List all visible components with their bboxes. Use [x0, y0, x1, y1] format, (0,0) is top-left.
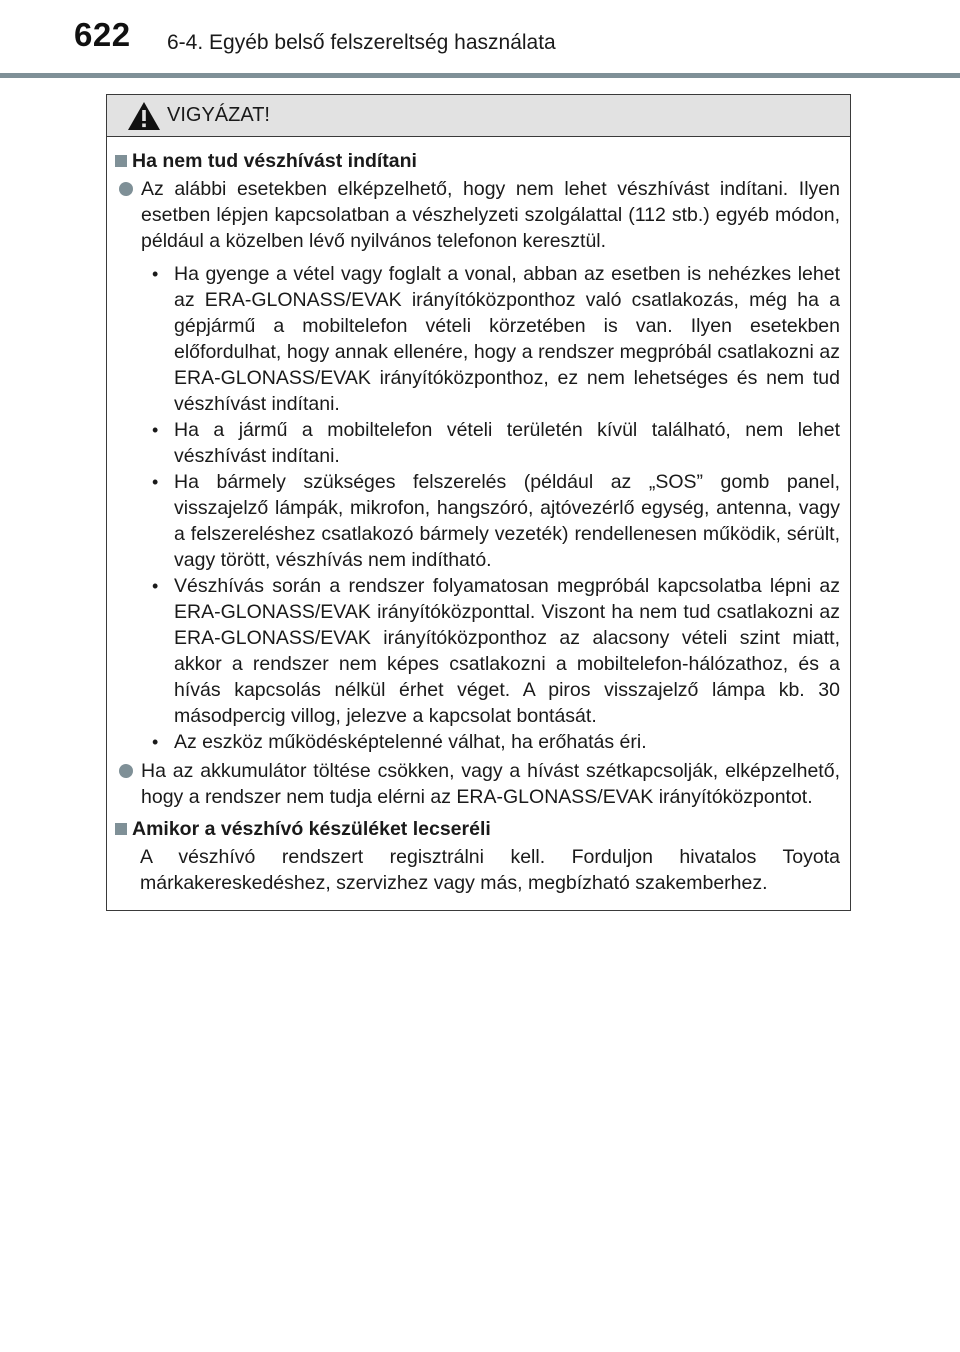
warning-box — [106, 94, 851, 911]
warning-header — [107, 95, 850, 137]
sub-list — [152, 261, 840, 755]
sub-list-item-text: Ha gyenge a vétel vagy foglalt a vonal, abban az esetben is nehézkes lehet az ERA-GLONASS/EVAK irányítóközponthoz való csatlakozás, még ha a gépjármű a mobiltelefon vételi körzetében is van. Ilyen esetekben előfordulhat, hogy annak ellenére, hogy a rendszer megpróbál csatlakozni az ERA-GLONASS/EVAK irányítóközponthoz, ez nem lehetséges és nem tud vészhívást indítani. — [174, 263, 840, 415]
sub-list-item — [152, 573, 840, 729]
warning-triangle-icon — [127, 101, 161, 131]
list-item-text: Ha az akkumulátor töltése csökken, vagy a hívást szétkapcsolják, elképzelhető, hogy a rendszer nem tudja elérni az ERA-GLONASS/EVAK irányítóközpontot. — [141, 760, 840, 808]
sub-list-item — [152, 469, 840, 573]
circle-bullet-icon — [119, 764, 133, 778]
sub-list-item-text: Vészhívás során a rendszer folyamatosan megpróbál kapcsolatba lépni az ERA-GLONASS/EVAK irányítóközponttal. Viszont ha nem tud csatlakozni az ERA-GLONASS/EVAK irányítóközponthoz az alacsony vételi szint miatt, akkor a rendszer nem képes csatlakozni a mobiltelefon-hálózathoz, és a hívás kapcsolás nélkül érhet véget. A piros visszajelző lámpa kb. 30 másodpercig villog, jelezve a kapcsolat bontását. — [174, 575, 840, 727]
section-paragraph: A vészhívó rendszert regisztrálni kell. Forduljon hivatalos Toyota márkakereskedéshez, szervizhez vagy más, megbízható szakemberhez. — [140, 846, 840, 894]
list-item-text: Az alábbi esetekben elképzelhető, hogy nem lehet vészhívást indítani. Ilyen esetben lépjen kapcsolatban a vészhelyzeti szolgálattal (112 stb.) egyéb módon, például a közelben lévő nyilvános telefonon keresztül. — [141, 178, 840, 252]
header-rule — [0, 73, 960, 78]
dot-bullet-icon: • — [152, 732, 159, 752]
dot-bullet-icon: • — [152, 420, 159, 440]
dot-bullet-icon: • — [152, 264, 159, 284]
sub-list-item-text: Ha a jármű a mobiltelefon vételi területén kívül található, nem lehet vészhívást indítani. — [174, 419, 840, 467]
section-heading-text: Amikor a vészhívó készüléket lecseréli — [132, 818, 491, 840]
warning-content — [107, 137, 850, 896]
section-heading — [115, 148, 840, 174]
sub-list-item — [152, 729, 840, 755]
dot-bullet-icon: • — [152, 576, 159, 596]
warning-label: VIGYÁZAT! — [167, 104, 270, 126]
sub-list-item — [152, 261, 840, 417]
square-bullet-icon — [115, 823, 127, 835]
section-title: 6-4. Egyéb belső felszereltség használata — [167, 31, 556, 54]
page-number: 622 — [74, 16, 131, 53]
circle-bullet-icon — [119, 182, 133, 196]
sub-list-item-text: Az eszköz működésképtelenné válhat, ha erőhatás éri. — [174, 731, 647, 753]
section-heading — [115, 816, 840, 842]
sub-list-item — [152, 417, 840, 469]
section-heading-text: Ha nem tud vészhívást indítani — [132, 150, 417, 172]
page-header — [0, 0, 960, 80]
sub-list-item-text: Ha bármely szükséges felszerelés (például az „SOS” gomb panel, visszajelző lámpák, mikrofon, hangszóró, ajtóvezérlő egység, antenna, vagy a felszereléshez csatlakozó bármely vezeték) rendellenesen működik, sérült, vagy törött, vészhívás nem indítható. — [174, 471, 840, 571]
list-item — [115, 758, 840, 810]
dot-bullet-icon: • — [152, 472, 159, 492]
list-item — [115, 176, 840, 254]
square-bullet-icon — [115, 155, 127, 167]
